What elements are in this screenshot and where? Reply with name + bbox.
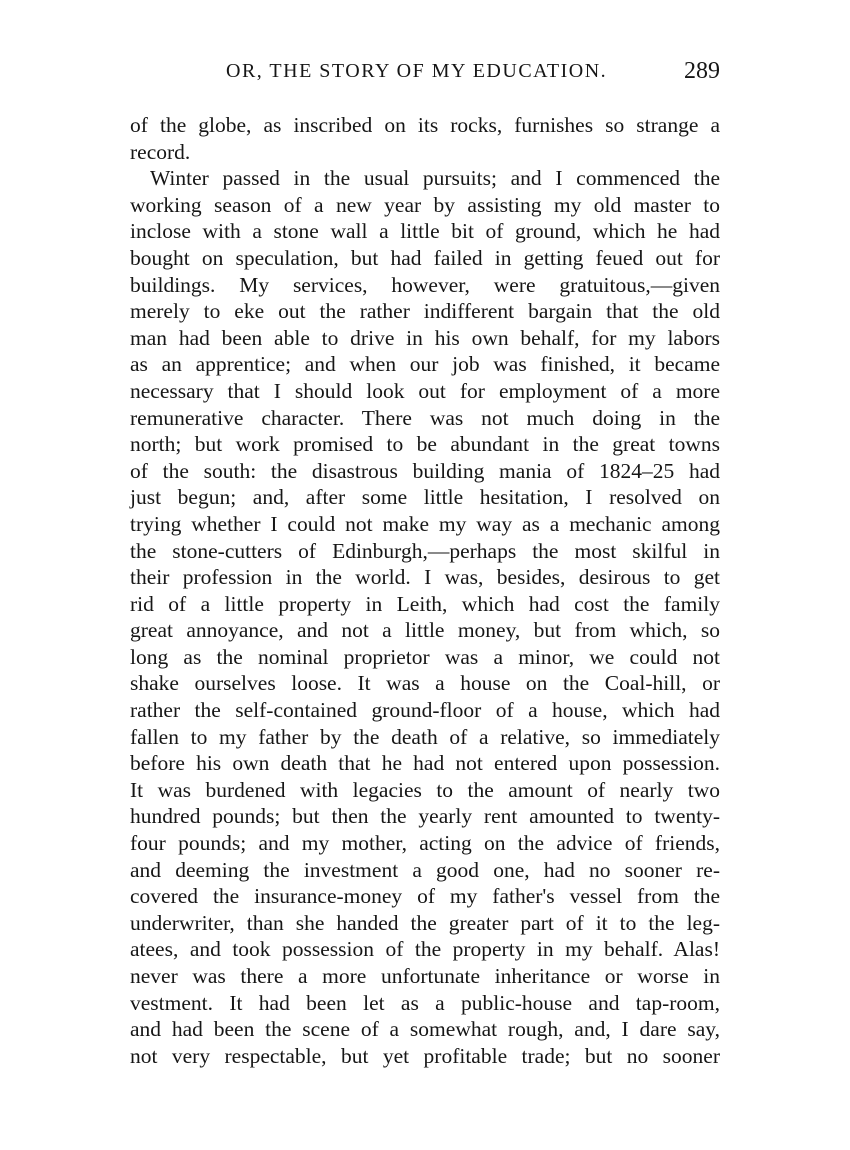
text-line: underwriter, than she handed the greater part of it to the leg- bbox=[130, 910, 720, 935]
text-line: covered the insurance-money of my father's vessel from the bbox=[130, 884, 720, 909]
text-line: shake ourselves loose. It was a house on the Coal-hill, or bbox=[130, 671, 720, 696]
text-line: and had been the scene of a somewhat rough, and, I dare say, bbox=[130, 1017, 720, 1042]
text-line: merely to eke out the rather indifferent bargain that the old bbox=[130, 299, 720, 324]
text-line: vestment. It had been let as a public-house and tap-room, bbox=[130, 990, 720, 1015]
text-line: never was there a more unfortunate inheritance or worse in bbox=[130, 964, 720, 988]
text-line: man had been able to drive in his own behalf, for my labors bbox=[130, 325, 720, 350]
text-line: It was burdened with legacies to the amount of nearly two bbox=[130, 777, 720, 802]
text-line: trying whether I could not make my way as a mechanic among bbox=[130, 511, 720, 536]
text-line: bought on speculation, but had failed in getting feued out for bbox=[130, 245, 720, 270]
text-line: and deeming the investment a good one, had no sooner re- bbox=[130, 857, 720, 882]
text-line: the stone-cutters of Edinburgh,—perhaps the most skilful in bbox=[130, 538, 720, 563]
text-line: remunerative character. There was not much doing in the bbox=[130, 405, 720, 430]
text-line: north; but work promised to be abundant in the great towns bbox=[130, 432, 720, 457]
text-line: just begun; and, after some little hesitation, I resolved on bbox=[130, 485, 720, 510]
text-line: rid of a little property in Leith, which had cost the family bbox=[130, 591, 720, 616]
text-line: Winter passed in the usual pursuits; and I commenced the bbox=[150, 166, 720, 191]
body-text bbox=[130, 112, 720, 1069]
text-line: inclose with a stone wall a little bit of ground, which he had bbox=[130, 219, 720, 244]
text-line: as an apprentice; and when our job was finished, it became bbox=[130, 352, 720, 377]
running-title: OR, THE STORY OF MY EDUCATION. bbox=[226, 60, 608, 82]
text-line: of the south: the disastrous building mania of 1824–25 had bbox=[130, 458, 720, 483]
running-head bbox=[130, 58, 720, 88]
text-line: atees, and took possession of the property in my behalf. Alas! bbox=[130, 937, 720, 962]
text-line: not very respectable, but yet profitable trade; but no sooner bbox=[130, 1043, 720, 1068]
text-line: fallen to my father by the death of a relative, so immediately bbox=[130, 724, 720, 749]
text-line: buildings. My services, however, were gratuitous,—given bbox=[130, 272, 720, 297]
text-line: record. bbox=[130, 139, 191, 164]
text-line: hundred pounds; but then the yearly rent amounted to twenty- bbox=[130, 804, 720, 829]
text-line: great annoyance, and not a little money, but from which, so bbox=[130, 618, 720, 643]
text-line: long as the nominal proprietor was a minor, we could not bbox=[130, 644, 720, 669]
page-number: 289 bbox=[684, 58, 720, 84]
text-line: their profession in the world. I was, besides, desirous to get bbox=[130, 565, 720, 590]
text-line: rather the self-contained ground-floor of a house, which had bbox=[130, 698, 720, 723]
text-line: necessary that I should look out for employment of a more bbox=[130, 378, 720, 403]
text-line: working season of a new year by assisting my old master to bbox=[130, 192, 720, 217]
text-line: four pounds; and my mother, acting on the advice of friends, bbox=[130, 831, 720, 856]
text-line: before his own death that he had not entered upon possession. bbox=[130, 751, 720, 776]
text-line: of the globe, as inscribed on its rocks, furnishes so strange a bbox=[130, 113, 720, 137]
